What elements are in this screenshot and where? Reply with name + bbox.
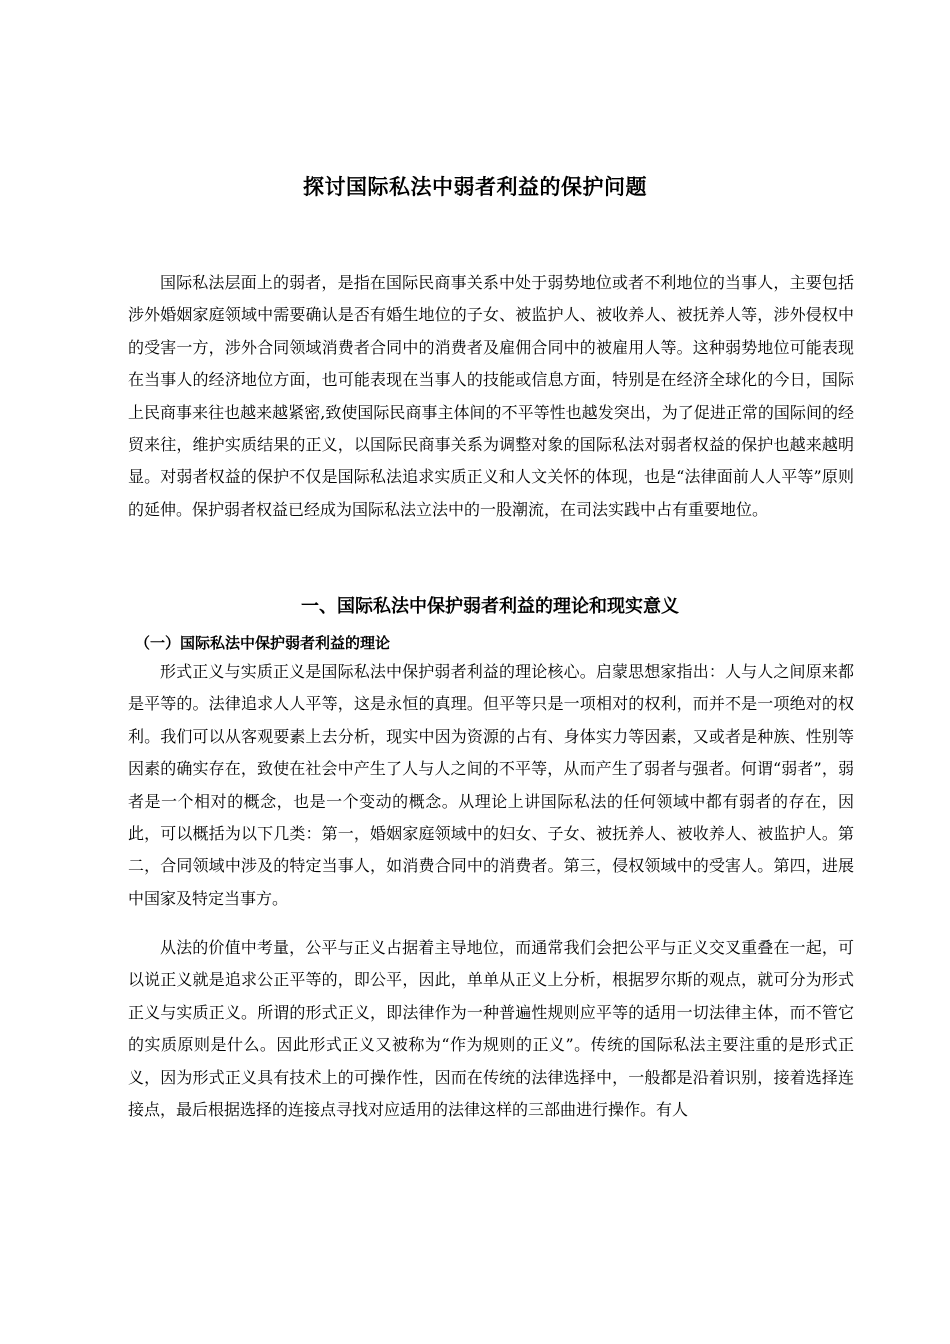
- subsection-heading: （一）国际私法中保护弱者利益的理论: [135, 634, 391, 652]
- document-title: 探讨国际私法中弱者利益的保护问题: [303, 175, 647, 199]
- intro-paragraph: 国际私法层面上的弱者，是指在国际民商事关系中处于弱势地位或者不利地位的当事人，主要包括涉外婚姻家庭领域中需要确认是否有婚生地位的子女、被监护人、被收养人、被抚养人等，涉外侵权中的受害一方，涉外合同领域消费者合同中的消费者及雇佣合同中的被雇用人等。这种弱势地位可能表现在当事人的经济地位方面，也可能表现在当事人的技能或信息方面，特别是在经济全球化的今日，国际上民商事来往也越来越紧密,致使国际民商事主体间的不平等性也越发突出，为了促进正常的国际间的经贸来往，维护实质结果的正义，以国际民商事关系为调整对象的国际私法对弱者权益的保护也越来越明显。对弱者权益的保护不仅是国际私法追求实质正义和人文关怀的体现，也是“法律面前人人平等”原则的延伸。保护弱者权益已经成为国际私法立法中的一股潮流，在司法实践中占有重要地位。: [128, 273, 854, 519]
- body-paragraph-1: 形式正义与实质正义是国际私法中保护弱者利益的理论核心。启蒙思想家指出：人与人之间原来都是平等的。法律追求人人平等，这是永恒的真理。但平等只是一项相对的权利，而并不是一项绝对的权利。我们可以从客观要素上去分析，现实中因为资源的占有、身体实力等因素，又或者是种族、性别等因素的确实存在，致使在社会中产生了人与人之间的不平等，从而产生了弱者与强者。何谓“弱者”，弱者是一个相对的概念，也是一个变动的概念。从理论上讲国际私法的任何领域中都有弱者的存在，因此，可以概括为以下几类：第一，婚姻家庭领域中的妇女、子女、被抚养人、被收养人、被监护人。第二，合同领域中涉及的特定当事人，如消费合同中的消费者。第三，侵权领域中的受害人。第四，进展中国家及特定当事方。: [128, 662, 854, 908]
- body-paragraph-2: 从法的价值中考量，公平与正义占据着主导地位，而通常我们会把公平与正义交叉重叠在一起，可以说正义就是追求公正平等的，即公平，因此，单单从正义上分析，根据罗尔斯的观点，就可分为形式正义与实质正义。所谓的形式正义，即法律作为一种普遍性规则应平等的适用一切法律主体，而不管它的实质原则是什么。因此形式正义又被称为“作为规则的正义”。传统的国际私法主要注重的是形式正义，因为形式正义具有技术上的可操作性，因而在传统的法律选择中，一般都是沿着识别，接着选择连接点，最后根据选择的连接点寻找对应适用的法律这样的三部曲进行操作。有人: [128, 938, 854, 1120]
- section-heading: 一、国际私法中保护弱者利益的理论和现实意义: [301, 596, 679, 617]
